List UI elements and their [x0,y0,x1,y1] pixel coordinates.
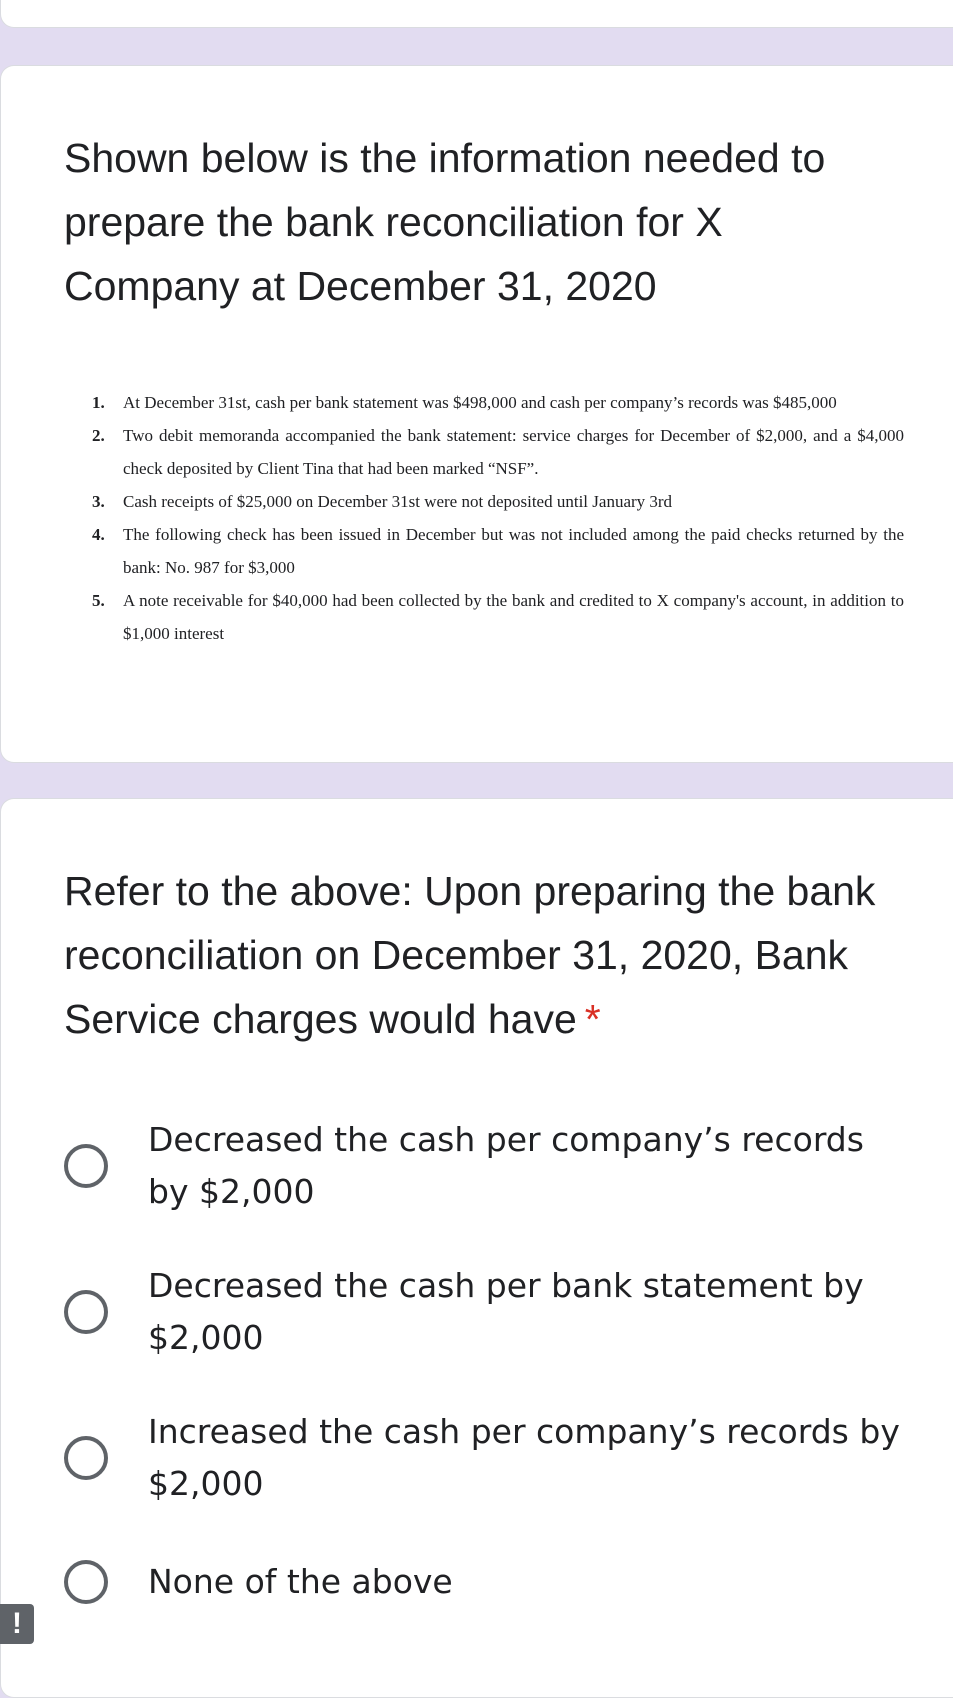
info-card-title: Shown below is the information needed to prepare the bank reconciliation for X Company at December 31, 2020 [64,135,826,309]
radio-button[interactable] [64,1144,108,1188]
radio-option-none-of-the-above[interactable] [64,1556,904,1608]
radio-option-decreased-bank-statement[interactable] [64,1260,904,1364]
info-list [92,386,904,650]
info-item-text: Cash receipts of $25,000 on December 31st were not deposited until January 3rd [123,492,673,511]
info-list-item [92,518,904,584]
question-title [64,859,883,1051]
radio-option-increased-company-records[interactable] [64,1406,904,1510]
required-asterisk: * [584,996,601,1042]
info-item-text: The following check has been issued in December but was not included among the paid checks returned by the bank: No. 987 for $3,000 [123,525,904,577]
info-list-item [92,419,904,485]
info-item-text: Two debit memoranda accompanied the bank statement: service charges for December of $2,000, and a $4,000 check deposited by Client Tina that had been marked “NSF”. [123,426,904,478]
info-item-text: A note receivable for $40,000 had been collected by the bank and credited to X company's account, in addition to $1,000 interest [123,591,904,643]
radio-button[interactable] [64,1560,108,1604]
option-label[interactable]: None of the above [148,1562,453,1601]
question-title-text: Refer to the above: Upon preparing the bank reconciliation on December 31, 2020, Bank Service charges would have [64,868,876,1042]
info-list-item [92,485,904,518]
option-label[interactable]: Decreased the cash per company’s records by $2,000 [148,1120,864,1211]
option-label[interactable]: Increased the cash per company’s records by $2,000 [148,1412,900,1503]
info-item-number: 5. [92,591,105,610]
previous-card-remnant [0,0,953,28]
option-label[interactable]: Decreased the cash per bank statement by $2,000 [148,1266,864,1357]
radio-button[interactable] [64,1290,108,1334]
info-item-number: 4. [92,525,105,544]
radio-button[interactable] [64,1436,108,1480]
radio-option-decreased-company-records[interactable] [64,1114,904,1218]
info-list-item [92,584,904,650]
info-item-number: 3. [92,492,105,511]
info-item-number: 1. [92,393,105,412]
info-list-item [92,386,904,419]
exclamation-icon: ! [0,1604,34,1644]
info-item-text: At December 31st, cash per bank statement was $498,000 and cash per company’s records was $485,000 [123,393,837,412]
info-item-number: 2. [92,426,105,445]
